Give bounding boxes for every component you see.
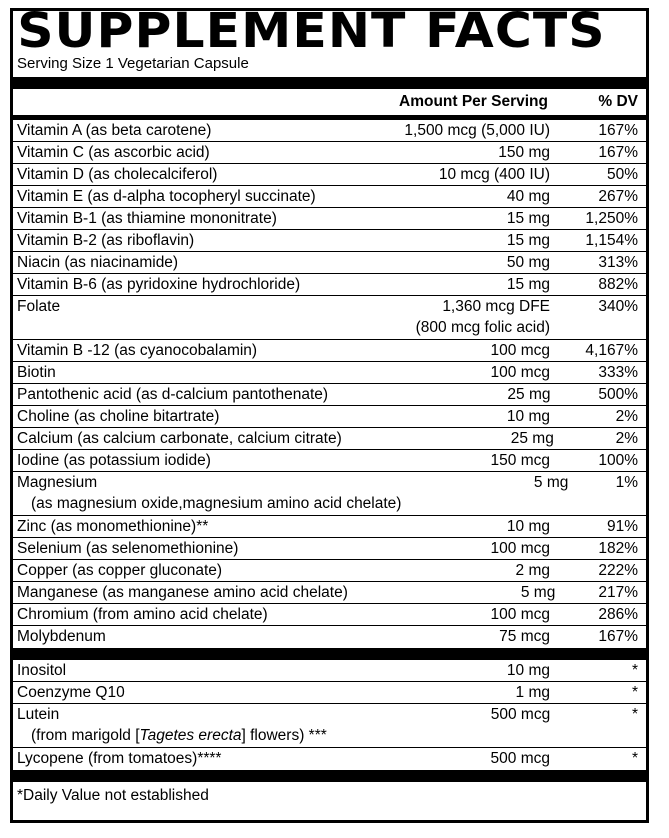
nutrient-name xyxy=(17,428,342,449)
panel-title: SUPPLEMENT FACTS xyxy=(17,8,606,59)
nutrient-name-text: Magnesium xyxy=(17,474,98,491)
nutrient-name xyxy=(17,208,326,229)
amount-value: 1 mg xyxy=(515,684,550,701)
nutrient-name xyxy=(17,560,326,581)
column-header xyxy=(13,89,646,120)
amount-cell xyxy=(342,428,570,449)
nutrient-name xyxy=(17,604,326,625)
dv-value: 267% xyxy=(598,188,638,205)
source-text: (from marigold [ xyxy=(31,727,140,744)
table-row xyxy=(13,362,646,384)
amount-value: 50 mg xyxy=(506,254,550,271)
divider-bar xyxy=(13,648,646,660)
nutrient-name xyxy=(17,450,326,471)
divider-bar xyxy=(13,77,646,89)
table-row xyxy=(13,186,646,208)
amount-value: 500 mcg xyxy=(490,706,551,723)
nutrient-name xyxy=(17,252,326,273)
amount-cell xyxy=(401,472,584,493)
amount-value: 40 mg xyxy=(506,188,550,205)
dv-value: 2% xyxy=(615,408,638,425)
nutrient-name xyxy=(17,538,326,559)
dv-value: 333% xyxy=(598,364,638,381)
nutrient-name-text: Inositol xyxy=(17,662,67,679)
amount-cell xyxy=(326,142,566,163)
dv-value: 340% xyxy=(598,298,638,315)
amount-value: 10 mcg (400 IU) xyxy=(438,166,550,183)
nutrient-name xyxy=(17,274,326,295)
nutrient-name xyxy=(17,682,326,703)
nutrient-name-text: Vitamin E (as d-alpha tocopheryl succinate) xyxy=(17,188,316,205)
nutrient-name xyxy=(17,406,326,427)
dv-value: * xyxy=(631,684,638,701)
nutrient-name-text: Vitamin B-2 (as riboflavin) xyxy=(17,232,195,249)
table-row xyxy=(13,230,646,252)
amount-value: 25 mg xyxy=(507,386,551,403)
amount-value-secondary: (800 mcg folic acid) xyxy=(415,319,550,336)
nutrient-name-text: Vitamin B -12 (as cyanocobalamin) xyxy=(17,342,258,359)
amount-cell xyxy=(326,362,566,383)
dv-value: 882% xyxy=(598,276,638,293)
amount-cell xyxy=(326,560,566,581)
nutrient-list xyxy=(13,120,646,648)
amount-cell xyxy=(326,186,566,207)
dv-value: 500% xyxy=(598,386,638,403)
table-row xyxy=(13,142,646,164)
amount-value: 1,360 mcg DFE xyxy=(442,298,550,315)
nutrient-name xyxy=(17,186,326,207)
amount-cell xyxy=(326,538,566,559)
dv-value: 1% xyxy=(615,474,638,491)
amount-value: 15 mg xyxy=(506,276,550,293)
nutrient-name-text: Lutein xyxy=(17,706,60,723)
amount-cell xyxy=(326,516,566,537)
table-row xyxy=(13,296,646,340)
table-row xyxy=(13,406,646,428)
supplement-facts-panel xyxy=(10,8,649,823)
nutrient-name-text: Calcium (as calcium carbonate, calcium citrate) xyxy=(17,430,342,447)
dv-value: 286% xyxy=(598,606,638,623)
amount-value: 1,500 mcg (5,000 IU) xyxy=(404,122,550,139)
amount-value: 100 mcg xyxy=(490,342,550,359)
amount-cell xyxy=(326,748,566,769)
dv-value: 167% xyxy=(598,144,638,161)
amount-value: 10 mg xyxy=(506,408,550,425)
amount-value: 5 mg xyxy=(533,474,569,491)
amount-cell xyxy=(348,582,571,603)
nutrient-name xyxy=(17,230,326,251)
dv-value: 217% xyxy=(598,584,638,601)
nutrient-name-text: Vitamin D (as cholecalciferol) xyxy=(17,166,218,183)
dv-value: 4,167% xyxy=(585,342,638,359)
amount-cell xyxy=(326,340,566,361)
table-row xyxy=(13,428,646,450)
nutrient-name xyxy=(17,472,401,514)
nutrient-name xyxy=(17,362,326,383)
table-row xyxy=(13,384,646,406)
amount-value: 10 mg xyxy=(506,662,550,679)
table-row xyxy=(13,660,646,682)
nutrient-name-text: Vitamin A (as beta carotene) xyxy=(17,122,212,139)
amount-value: 25 mg xyxy=(510,430,554,447)
nutrient-name-text: Folate xyxy=(17,298,61,315)
species-name: Tagetes erecta xyxy=(139,727,242,744)
nutrient-name xyxy=(17,704,327,746)
amount-cell xyxy=(326,296,566,338)
nutrient-source xyxy=(17,725,327,746)
amount-value: 150 mg xyxy=(498,144,550,161)
amount-value: 5 mg xyxy=(520,584,556,601)
nutrient-name-text: Pantothenic acid (as d-calcium pantothenate) xyxy=(17,386,329,403)
table-row xyxy=(13,560,646,582)
amount-cell xyxy=(326,450,566,471)
table-row xyxy=(13,626,646,648)
table-row xyxy=(13,704,646,748)
amount-cell xyxy=(327,704,566,725)
divider-bar xyxy=(13,770,646,782)
nutrient-name xyxy=(17,384,328,405)
nutrient-name-text: Vitamin C (as ascorbic acid) xyxy=(17,144,210,161)
amount-header: Amount Per Serving xyxy=(399,93,548,110)
table-row xyxy=(13,120,646,142)
amount-value: 500 mcg xyxy=(490,750,550,767)
nutrient-name-text: Copper (as copper gluconate) xyxy=(17,562,223,579)
amount-value: 10 mg xyxy=(506,518,550,535)
table-row xyxy=(13,340,646,362)
nutrient-name-text: Manganese (as manganese amino acid chelate) xyxy=(17,584,348,601)
nutrient-name xyxy=(17,516,326,537)
table-row xyxy=(13,274,646,296)
nutrient-name xyxy=(17,748,326,769)
amount-value: 100 mcg xyxy=(490,364,550,381)
dv-value: 1,250% xyxy=(585,210,638,227)
dv-value: 222% xyxy=(598,562,638,579)
amount-cell xyxy=(326,274,566,295)
table-row xyxy=(13,252,646,274)
dv-value: 182% xyxy=(598,540,638,557)
amount-value: 15 mg xyxy=(506,210,550,227)
nutrient-name-text: Niacin (as niacinamide) xyxy=(17,254,179,271)
nutrient-name-text: Coenzyme Q10 xyxy=(17,684,125,701)
amount-cell xyxy=(326,230,566,251)
table-row xyxy=(13,682,646,704)
amount-cell xyxy=(326,682,566,703)
nutrient-name xyxy=(17,582,348,603)
dv-value: * xyxy=(631,706,638,723)
nutrient-name xyxy=(17,296,326,317)
dv-value: 2% xyxy=(615,430,638,447)
table-row xyxy=(13,516,646,538)
amount-value: 150 mcg xyxy=(490,452,550,469)
amount-value: 75 mcg xyxy=(499,628,550,645)
footnote: *Daily Value not established xyxy=(17,787,209,804)
dv-value: 1,154% xyxy=(585,232,638,249)
table-row xyxy=(13,538,646,560)
source-text: ] flowers) *** xyxy=(241,727,327,744)
table-row xyxy=(13,164,646,186)
nutrient-name-text: Choline (as choline bitartrate) xyxy=(17,408,220,425)
dv-value: 91% xyxy=(606,518,638,535)
serving-size: Serving Size 1 Vegetarian Capsule xyxy=(17,55,249,72)
nutrient-name-text: Chromium (from amino acid chelate) xyxy=(17,606,268,623)
amount-value: 100 mcg xyxy=(490,606,550,623)
nutrient-name-text: Biotin xyxy=(17,364,56,381)
table-row xyxy=(13,472,646,516)
table-row xyxy=(13,604,646,626)
amount-cell xyxy=(326,626,566,647)
nutrient-name-text: Lycopene (from tomatoes)**** xyxy=(17,750,222,767)
dv-value: 50% xyxy=(606,166,638,183)
nutrient-name-text: Vitamin B-1 (as thiamine mononitrate) xyxy=(17,210,277,227)
nutrient-name xyxy=(17,340,326,361)
dv-value: 313% xyxy=(598,254,638,271)
amount-value: 15 mg xyxy=(506,232,550,249)
dv-value: 100% xyxy=(598,452,638,469)
nutrient-name-text: Vitamin B-6 (as pyridoxine hydrochloride) xyxy=(17,276,301,293)
dv-header: % DV xyxy=(598,93,638,110)
nutrient-name-text: Iodine (as potassium iodide) xyxy=(17,452,211,469)
amount-cell xyxy=(326,252,566,273)
nutrient-name xyxy=(17,142,326,163)
table-row xyxy=(13,582,646,604)
dv-value: 167% xyxy=(598,122,638,139)
nutrient-name-text: Selenium (as selenomethionine) xyxy=(17,540,239,557)
amount-value: 100 mcg xyxy=(490,540,550,557)
nutrient-source: (as magnesium oxide,magnesium amino acid chelate) xyxy=(31,495,402,512)
dv-value: 167% xyxy=(598,628,638,645)
table-row xyxy=(13,450,646,472)
other-ingredients-list xyxy=(13,660,646,770)
amount-cell xyxy=(326,208,566,229)
nutrient-name xyxy=(17,660,326,681)
amount-value: 2 mg xyxy=(515,562,550,579)
nutrient-name-text: Molybdenum xyxy=(17,628,106,645)
table-row xyxy=(13,748,646,770)
nutrient-name-text: Zinc (as monomethionine)** xyxy=(17,518,209,535)
amount-cell xyxy=(326,660,566,681)
amount-cell xyxy=(326,604,566,625)
nutrient-name xyxy=(17,626,326,647)
amount-cell xyxy=(326,164,566,185)
nutrient-name xyxy=(17,120,326,141)
amount-cell xyxy=(326,406,566,427)
nutrient-name xyxy=(17,164,326,185)
amount-cell xyxy=(328,384,566,405)
amount-cell xyxy=(326,120,566,141)
dv-value: * xyxy=(631,662,638,679)
table-row xyxy=(13,208,646,230)
dv-value: * xyxy=(631,750,638,767)
